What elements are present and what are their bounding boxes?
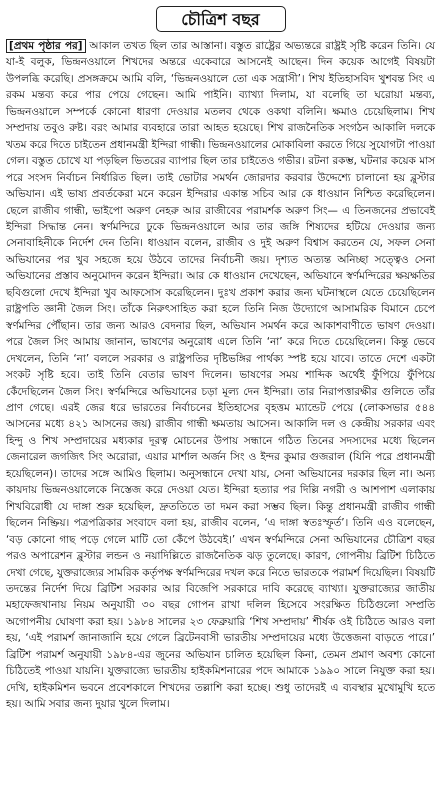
article-title: চৌত্রিশ বছর xyxy=(156,6,286,32)
article-text: আকাল তখত ছিল তার আস্তানা। বস্তুত রাষ্ট্রের অভ্যন্তরে রাষ্ট্রই সৃষ্টি করেন তিনি। যে যা-ই বলুক, ভিন্দ্রনওয়ালে শিখদের অন্তরে একেবারে আসনেই আছেন। দিন কয়েক আগেই বিষয়টা উপলব্ধি করেছি। প্রসঙ্গক্রমে আমি বলি, ‘ভিন্দ্রনওয়ালে তো এক সন্ত্রাসী’। শিখ ইতিহাসবিদ খুশবন্ত সিং এ রকম মন্তব্য করে পার পেয়ে গেছেন। আমি পাইনি। ব্যাখ্যা দিলাম, যা বলেছি তা ঘরোয়া মন্তব্য, ভিন্দ্রনওয়ালে সম্পর্কে কোনো ধারণা দেওয়ার মতলব থেকে ওকথা বলিনি। ক্ষমাও চেয়েছিলাম। শিখ সম্প্রদায় তবুও রুষ্ট। বরং আমার ব্যবহারে তারা আহত হয়েছে। শিখ রাজনৈতিক সংগঠন আকালি দলকে খতম করে দিতে চাইতেন প্রধানমন্ত্রী ইন্দিরা গান্ধী। ভিন্দ্রনওয়ালের মোকাবিলা করতে গিয়ে সুযোগটা পাওয়া গেল। বস্তুত চোখে যা পড়ছিল ভিতরের ব্যাপার ছিল তার চাইতেও গভীর। রটনা রকম্ভ, ঘটনার কয়েক মাস পরে সংসদ নির্বাচন নির্ধারিত ছিল। তাই ভোটার সমর্থন জোরদার করবার উদ্দেশ্যে চালানো হয় ব্লুস্টার অভিযান। এই ভাষ্য প্রবর্তকেরা মনে করেন ইন্দিরার একান্ত সচিব আর কে ধাওয়ান নিশ্চিত করেছিলেন। ছেলে রাজীব গান্ধী, ভাইপো অরুণ নেহরু আর রাজীবের পরামর্শক অরুণ সিং— এ তিনজনের প্রভাবেই ইন্দিরা সিদ্ধান্ত নেন। স্বর্ণমন্দিরে ঢুকে ভিন্দ্রনওয়ালে আর তার জঙ্গি শিষ্যদের হটিয়ে দেওয়ার জন্য সেনাবাহিনীকে নির্দেশ দেন তিনি। ধাওয়ান বলেন, রাজীব ও দুই অরুণ বিশ্বাস করতেন যে, সফল সেনা অভিযানের পর খুব সহজে হয়ে উঠবে তাদের নির্বাচনী জয়। দৃশ্যত অত্যন্ত অনিচ্ছা সত্ত্বেও সেনা অভিযানের প্রস্তাব অনুমোদন করেন ইন্দিরা। আর কে ধাওয়ান দেখেছেন, অভিযানে স্বর্ণমন্দিরের ক্ষয়ক্ষতির ছবিগুলো দেখে ইন্দিরা খুব আফসোস করেছিলেন। দুঃখ প্রকাশ করার জন্য ঘটনাস্থলে যেতে চেয়েছিলেন রাষ্ট্রপতি জ্ঞানী জৈল সিং। তাঁকে নিরুৎসাহিত করা হলে তিনি নিজ উদ্যোগে আসামরিক বিমানে চেপে স্বর্ণমন্দির পৌঁছান। তার জন্য আরও বেদনার ছিল, অভিযান সমর্থন করে আকাশবাণীতে ভাষণ দেওয়া। পরে জৈল সিং আমায় জানান, ভাষণের অনুরোধ এলে তিনি ‘না’ করে দিতে চেয়েছিলেন। কিন্তু ভেবে দেখলেন, তিনি ‘না’ বললে সরকার ও রাষ্ট্রপতির দৃষ্টিভঙ্গির পার্থক্য স্পষ্ট হয়ে যাবে। তাতে দেশে একটা সংকট সৃষ্টি হবে। তাই তিনি বেতার ভাষণ দিলেন। ভাষণের সময় শাব্দিক অর্থেই ফুঁপিয়ে ফুঁপিয়ে কেঁদেছিলেন জৈল সিং। স্বর্ণমন্দিরে অভিযানের চড়া মূল্য দেন ইন্দিরা। তার নিরাপত্তারক্ষীর গুলিতে তাঁর প্রাণ গেছে। এরই জের ধরে ভারতের নির্বাচনের ইতিহাসের বৃহত্তম ম্যান্ডেট পেয়ে (লোকসভার ৫৪৪ আসনের মধ্যে ৪২১ আসনের জয়) রাজীব গান্ধী ক্ষমতায় আসেন। আকালি দল ও কেন্দ্রীয় সরকার এবং হিন্দু ও শিখ সম্প্রদায়ের মধ্যকার দূরত্ব মোচনের উপায় সন্ধানে গঠিত তিনের সদস্যদের মধ্যে ছিলেন জেনারেল জগজিৎ সিং অরোরা, এয়ার মার্শাল অর্জন সিং ও ইন্দর কুমার গুজরাল (যিনি পরে প্রধানমন্ত্রী হয়েছিলেন)। তাদের সঙ্গে আমিও ছিলাম। অনুসন্ধানে দেখা যায়, সেনা অভিযানের দরকার ছিল না। অন্য কায়দায় ভিন্দ্রনওয়ালেকে নিস্তেজ করে দেওয়া যেত। ইন্দিরা হত্যার পর দিল্লি নগরী ও আশপাশ এলাকায় শিখবিরোধী যে দাঙ্গা শুরু হয়েছিল, দ্রুততিতে তা দমন করা সম্ভব ছিল। কিন্তু প্রধানমন্ত্রী রাজীব গান্ধী ছিলেন নিষ্ক্রিয়। পত্রপত্রিকার সংবাদে বলা হয়, রাজীব বলেন, ‘এ দাঙ্গা স্বতঃস্ফূর্ত’। তিনি এও বলেছেন, ‘বড় কোনো গাছ পড়ে গেলে মাটি তো কেঁপে উঠবেই।’ এখন স্বর্ণমন্দিরে সেনা অভিযানের চৌত্রিশ বছর পরও অপারেশন ব্লুস্টার লন্ডন ও নয়াদিল্লিতে রাজনৈতিক ঝড় তুলেছে। কারণ, গোপনীয় ব্রিটিশ চিঠিতে দেখা গেছে, যুক্তরাজ্যের সামরিক কর্তৃপক্ষ স্বর্ণমন্দিরের দখল করে নিতে ভারতকে পরামর্শ দিয়েছিল। বিষয়টি তদন্তের নির্দেশ দিয়ে ব্রিটিশ সরকার আর বিজেপি সরকারে দাবি করেছে ব্যাখ্যা। যুক্তরাজ্যের জাতীয় মহাফেজখানায় নিয়ম অনুযায়ী ৩০ বছর গোপন রাখা দলিল হিসেবে সংরক্ষিত চিঠিগুলো সম্প্রতি অগোপনীয় ঘোষণা করা হয়। ১৯৮৪ সালের ২৩ ফেব্রুয়ারি ‘শিখ সম্প্রদায়’ শীর্ষক ওই চিঠিতে আরও বলা হয়, ‘এই পরামর্শ জানাজানি হয়ে গেলে ব্রিটেনবাসী ভারতীয় সম্প্রদায়ের মধ্যে উত্তেজনা বাড়তে পারে।’ ব্রিটিশ পরামর্শ অনুযায়ী ১৯৮৪-এর জুনের অভিযান চালিত হয়েছিল কিনা, তেমন প্রমাণ অবশ্য কোনো চিঠিতেই পাওয়া যায়নি। যুক্তরাজ্যে ভারতীয় হাইকমিশনারের পদে আমাকে ১৯৯০ সালে নিযুক্ত করা হয়। দেখি, হাইকমিশন ভবনে প্রবেশকালে শিখদের তল্লাশি করা হচ্ছে। শুধু তাদেরই এ ব্যবস্থার মুখোমুখি হতে হয়। আমি সবার জন্য দুয়ার খুলে দিলাম। xyxy=(6,40,436,711)
article-body xyxy=(6,38,435,713)
continued-from-front-page-label: [প্রথম পৃষ্ঠার পর] xyxy=(6,39,86,53)
